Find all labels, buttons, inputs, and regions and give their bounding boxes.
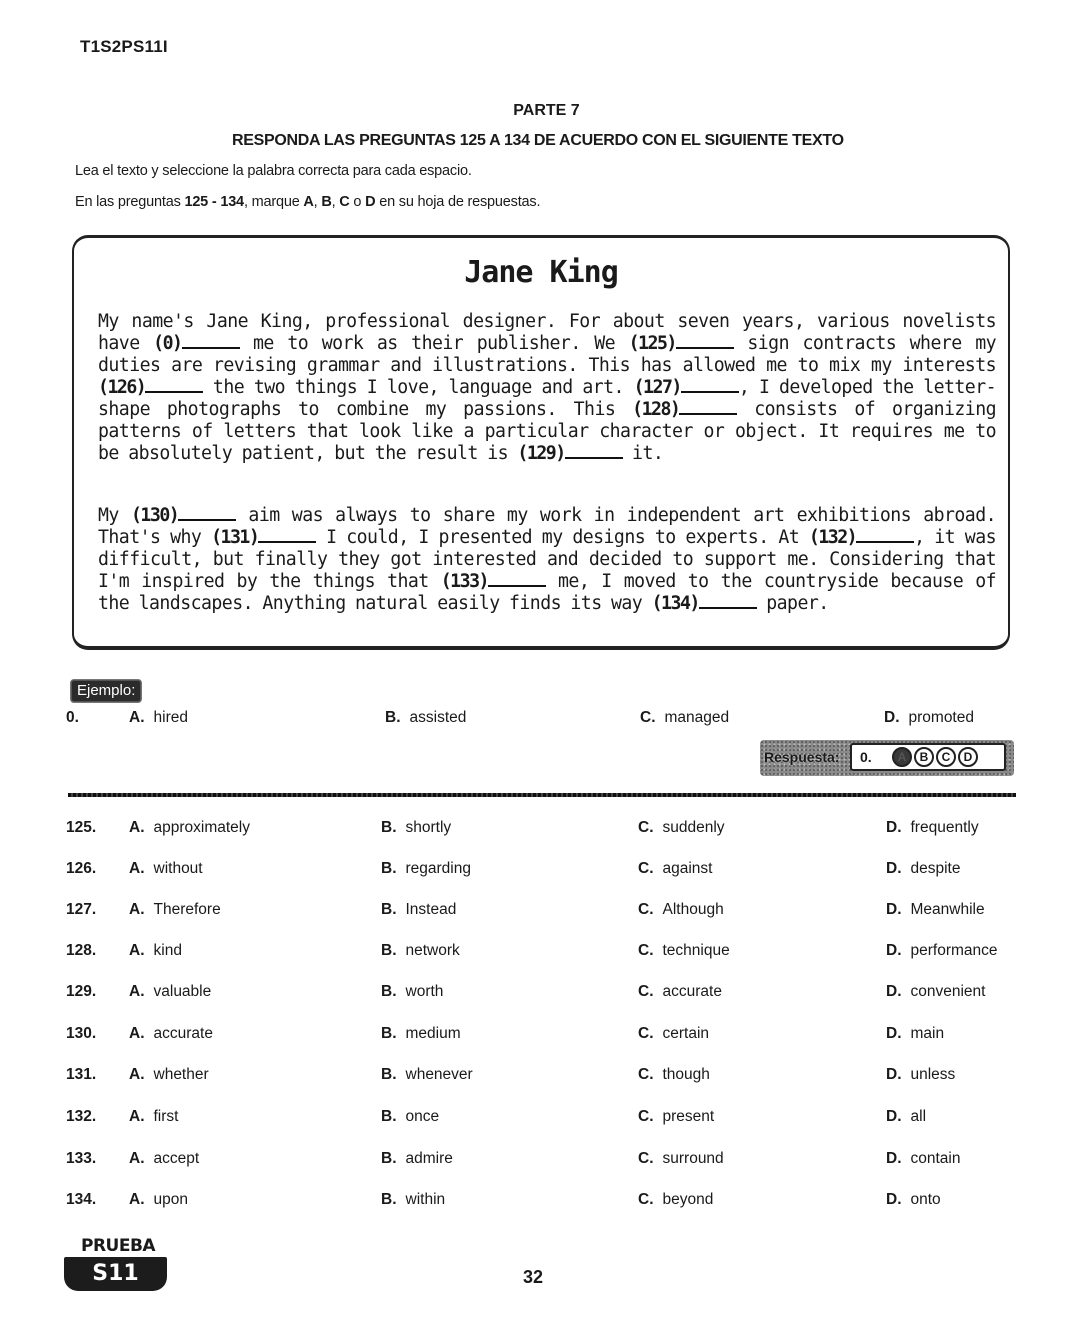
option-letter: C.	[638, 819, 654, 836]
option-letter: C.	[638, 860, 654, 877]
option-b[interactable]	[381, 901, 456, 919]
question-row	[0, 1150, 1080, 1174]
option-letter: A.	[129, 1066, 145, 1083]
option-letter: A.	[129, 1150, 145, 1167]
option-text: regarding	[405, 860, 471, 877]
gap-blank	[699, 595, 757, 609]
question-number: 130.	[66, 1025, 97, 1042]
gap-marker: (127)	[633, 377, 681, 398]
instruction-line-1: Lea el texto y seleccione la palabra correcta para cada espacio.	[75, 163, 472, 179]
option-text: main	[910, 1025, 945, 1042]
gap-blank	[681, 379, 739, 393]
option-d[interactable]	[886, 942, 998, 960]
option-c[interactable]	[638, 860, 712, 878]
option-d[interactable]	[886, 1025, 944, 1043]
option-text: kind	[153, 942, 182, 959]
gap-blank	[178, 507, 236, 521]
option-a[interactable]	[129, 1108, 178, 1126]
option-text: valuable	[153, 983, 212, 1000]
answer-bubbles	[850, 743, 1006, 771]
option-text: within	[405, 1191, 446, 1208]
option-text: against	[662, 860, 713, 877]
option-b[interactable]	[381, 1066, 473, 1084]
gap-marker: (134)	[651, 593, 699, 614]
option-d[interactable]	[886, 1066, 955, 1084]
answer-bubble-a: A	[892, 747, 912, 767]
option-b[interactable]	[381, 942, 460, 960]
gap-blank	[145, 379, 203, 393]
option-d[interactable]	[886, 1191, 941, 1209]
answer-label: Respuesta:	[764, 749, 840, 765]
answer-box	[760, 740, 1014, 776]
gap-marker: (133)	[440, 571, 488, 592]
example-option-b: B. assisted	[385, 709, 467, 726]
option-text: whether	[153, 1066, 209, 1083]
gap-marker: (126)	[98, 377, 146, 398]
page-number: 32	[523, 1267, 544, 1287]
option-letter: D.	[886, 942, 902, 959]
answer-number: 0.	[860, 749, 872, 765]
option-letter: A.	[129, 860, 145, 877]
option-letter: C.	[638, 901, 654, 918]
text-segment: aim was always to share my work in independent art exhibitions abroad. That's why	[98, 505, 996, 548]
option-text: despite	[910, 860, 961, 877]
option-text: certain	[662, 1025, 710, 1042]
option-letter: A.	[129, 1108, 145, 1125]
text-segment: consists of organizing patterns of letters that look like a particular character or object. It requires me to be absolutely patient, but the result is	[98, 399, 996, 464]
question-row	[0, 1066, 1080, 1090]
option-letter: C.	[638, 1191, 654, 1208]
option-d[interactable]	[886, 983, 985, 1001]
option-a[interactable]	[129, 942, 182, 960]
option-text: Therefore	[153, 901, 221, 918]
option-text: worth	[405, 983, 444, 1000]
option-text: present	[662, 1108, 715, 1125]
text-segment: it.	[622, 443, 664, 464]
option-c[interactable]	[638, 901, 724, 919]
example-row	[0, 709, 1080, 733]
option-text: contain	[910, 1150, 961, 1167]
option-a[interactable]	[129, 901, 221, 919]
option-letter: D.	[886, 983, 902, 1000]
option-text: shortly	[405, 819, 452, 836]
option-a[interactable]	[129, 1066, 209, 1084]
example-option-c: C. managed	[640, 709, 730, 726]
question-row	[0, 819, 1080, 843]
option-text: accept	[153, 1150, 200, 1167]
option-letter: A.	[129, 901, 145, 918]
gap-marker: (131)	[211, 527, 259, 548]
option-letter: B.	[381, 860, 397, 877]
option-text: surround	[662, 1150, 724, 1167]
option-text: all	[910, 1108, 927, 1125]
option-letter: C.	[638, 1025, 654, 1042]
option-letter: B.	[381, 1191, 397, 1208]
example-number: 0.	[66, 709, 79, 726]
document-code: T1S2PS11I	[80, 37, 168, 56]
option-text: Instead	[405, 901, 457, 918]
option-letter: B.	[381, 942, 397, 959]
question-row	[0, 1108, 1080, 1132]
reading-paragraph-2	[98, 505, 996, 615]
option-c[interactable]	[638, 819, 725, 837]
option-text: convenient	[910, 983, 986, 1000]
question-number: 127.	[66, 901, 97, 918]
gap-marker: (130)	[130, 505, 179, 526]
option-text: whenever	[405, 1066, 473, 1083]
option-text: accurate	[153, 1025, 213, 1042]
gap-blank	[182, 335, 240, 349]
option-letter: A.	[129, 983, 145, 1000]
gap-marker: (128)	[632, 399, 680, 420]
option-text: Meanwhile	[910, 901, 985, 918]
gap-blank	[676, 335, 734, 349]
part-label: PARTE 7	[513, 102, 580, 119]
gap-blank	[565, 445, 623, 459]
option-text: accurate	[662, 983, 722, 1000]
option-letter: B.	[381, 1066, 397, 1083]
option-letter: B.	[381, 1025, 397, 1042]
option-c[interactable]	[638, 1108, 714, 1126]
option-a[interactable]	[129, 1150, 199, 1168]
option-letter: B.	[381, 819, 397, 836]
option-letter: B.	[381, 901, 397, 918]
reading-text-box	[72, 235, 1010, 650]
example-option-d: D. promoted	[884, 709, 974, 726]
question-number: 129.	[66, 983, 97, 1000]
option-letter: C.	[638, 983, 654, 1000]
question-row	[0, 1191, 1080, 1215]
option-b[interactable]	[381, 1108, 439, 1126]
gap-marker: (132)	[808, 527, 857, 548]
option-letter: D.	[886, 1066, 902, 1083]
option-letter: B.	[381, 1150, 397, 1167]
test-code-badge: S11	[64, 1257, 167, 1291]
option-letter: D.	[886, 819, 902, 836]
option-text: approximately	[153, 819, 250, 836]
option-b[interactable]	[381, 983, 443, 1001]
answer-bubble-c: C	[936, 747, 956, 767]
option-d[interactable]	[886, 901, 985, 919]
option-letter: A.	[129, 1191, 145, 1208]
question-row	[0, 860, 1080, 884]
option-c[interactable]	[638, 1025, 709, 1043]
option-letter: B.	[381, 1108, 397, 1125]
option-letter: C.	[638, 1066, 654, 1083]
question-row	[0, 983, 1080, 1007]
option-letter: D.	[886, 1108, 902, 1125]
option-a[interactable]	[129, 860, 203, 878]
reading-title: Jane King	[464, 255, 618, 290]
option-a[interactable]	[129, 819, 250, 837]
question-number: 125.	[66, 819, 97, 836]
option-text: Although	[662, 901, 724, 918]
option-text: upon	[153, 1191, 188, 1208]
option-d[interactable]	[886, 860, 960, 878]
text-segment: paper.	[756, 593, 829, 614]
option-letter: C.	[638, 1108, 654, 1125]
instruction-heading: RESPONDA LAS PREGUNTAS 125 A 134 DE ACUERDO CON EL SIGUIENTE TEXTO	[232, 132, 844, 149]
question-number: 126.	[66, 860, 97, 877]
option-b[interactable]	[381, 860, 471, 878]
option-letter: D.	[886, 1191, 902, 1208]
text-segment: me, I moved to the countryside because of the landscapes. Anything natural easily finds its way	[98, 571, 996, 614]
option-text: unless	[910, 1066, 956, 1083]
option-text: frequently	[910, 819, 979, 836]
answer-bubble-b: B	[914, 747, 934, 767]
question-row	[0, 901, 1080, 925]
example-option-a: A. hired	[129, 709, 188, 726]
option-letter: B.	[381, 983, 397, 1000]
option-c[interactable]	[638, 942, 730, 960]
question-row	[0, 1025, 1080, 1049]
option-text: network	[405, 942, 460, 959]
option-text: medium	[405, 1025, 461, 1042]
text-segment: the two things I love, language and art.	[203, 377, 634, 398]
question-row	[0, 942, 1080, 966]
option-b[interactable]	[381, 1191, 445, 1209]
option-text: beyond	[662, 1191, 714, 1208]
gap-marker: (125)	[628, 333, 676, 354]
option-text: technique	[662, 942, 730, 959]
text-segment: I could, I presented my designs to experts. At	[316, 527, 809, 548]
option-text: performance	[910, 942, 998, 959]
question-number: 134.	[66, 1191, 97, 1208]
gap-marker: (129)	[517, 443, 565, 464]
option-text: without	[153, 860, 203, 877]
option-c[interactable]	[638, 983, 722, 1001]
option-letter: D.	[886, 860, 902, 877]
option-text: once	[405, 1108, 440, 1125]
text-segment: sign contracts where my duties are revising grammar and illustrations. This has allowed me to mix my interests	[98, 333, 996, 376]
option-letter: D.	[886, 1150, 902, 1167]
instruction-line-2: En las preguntas 125 - 134, marque A, B, C o D en su hoja de respuestas.	[75, 194, 541, 210]
option-a[interactable]	[129, 1191, 188, 1209]
part-heading	[0, 102, 1080, 120]
question-number: 133.	[66, 1150, 97, 1167]
option-text: admire	[405, 1150, 453, 1167]
option-letter: C.	[638, 942, 654, 959]
option-d[interactable]	[886, 1150, 960, 1168]
gap-blank	[679, 401, 737, 415]
option-text: though	[662, 1066, 710, 1083]
question-number: 128.	[66, 942, 97, 959]
option-c[interactable]	[638, 1150, 724, 1168]
test-label: PRUEBA	[81, 1236, 156, 1256]
question-number: 131.	[66, 1066, 97, 1083]
section-divider	[68, 793, 1016, 797]
option-letter: A.	[129, 819, 145, 836]
option-a[interactable]	[129, 983, 211, 1001]
option-d[interactable]	[886, 1108, 926, 1126]
option-b[interactable]	[381, 819, 451, 837]
reading-paragraph-1	[98, 311, 996, 465]
option-b[interactable]	[381, 1150, 453, 1168]
option-text: suddenly	[662, 819, 725, 836]
text-segment: me to work as their publisher. We	[239, 333, 629, 354]
text-segment: My name's Jane King, professional designer. For about seven years, various novelists have	[98, 311, 996, 354]
option-text: first	[153, 1108, 179, 1125]
text-segment: My	[98, 505, 131, 526]
option-letter: D.	[886, 1025, 902, 1042]
gap-blank	[258, 529, 316, 543]
option-letter: A.	[129, 942, 145, 959]
option-letter: C.	[638, 1150, 654, 1167]
text-segment: , I developed the letter-shape photographs to combine my passions. This	[98, 377, 996, 420]
option-text: onto	[910, 1191, 941, 1208]
gap-blank	[856, 529, 914, 543]
option-letter: D.	[886, 901, 902, 918]
question-number: 132.	[66, 1108, 97, 1125]
gap-marker: (0)	[153, 333, 182, 354]
option-c[interactable]	[638, 1191, 713, 1209]
text-segment: , it was difficult, but finally they got interested and decided to support me. Considering that I'm inspired by the things that	[98, 527, 996, 592]
option-c[interactable]	[638, 1066, 710, 1084]
option-a[interactable]	[129, 1025, 213, 1043]
gap-blank	[488, 573, 546, 587]
example-tag: Ejemplo:	[70, 679, 142, 703]
option-b[interactable]	[381, 1025, 461, 1043]
option-d[interactable]	[886, 819, 979, 837]
answer-bubble-d: D	[958, 747, 978, 767]
option-letter: A.	[129, 1025, 145, 1042]
